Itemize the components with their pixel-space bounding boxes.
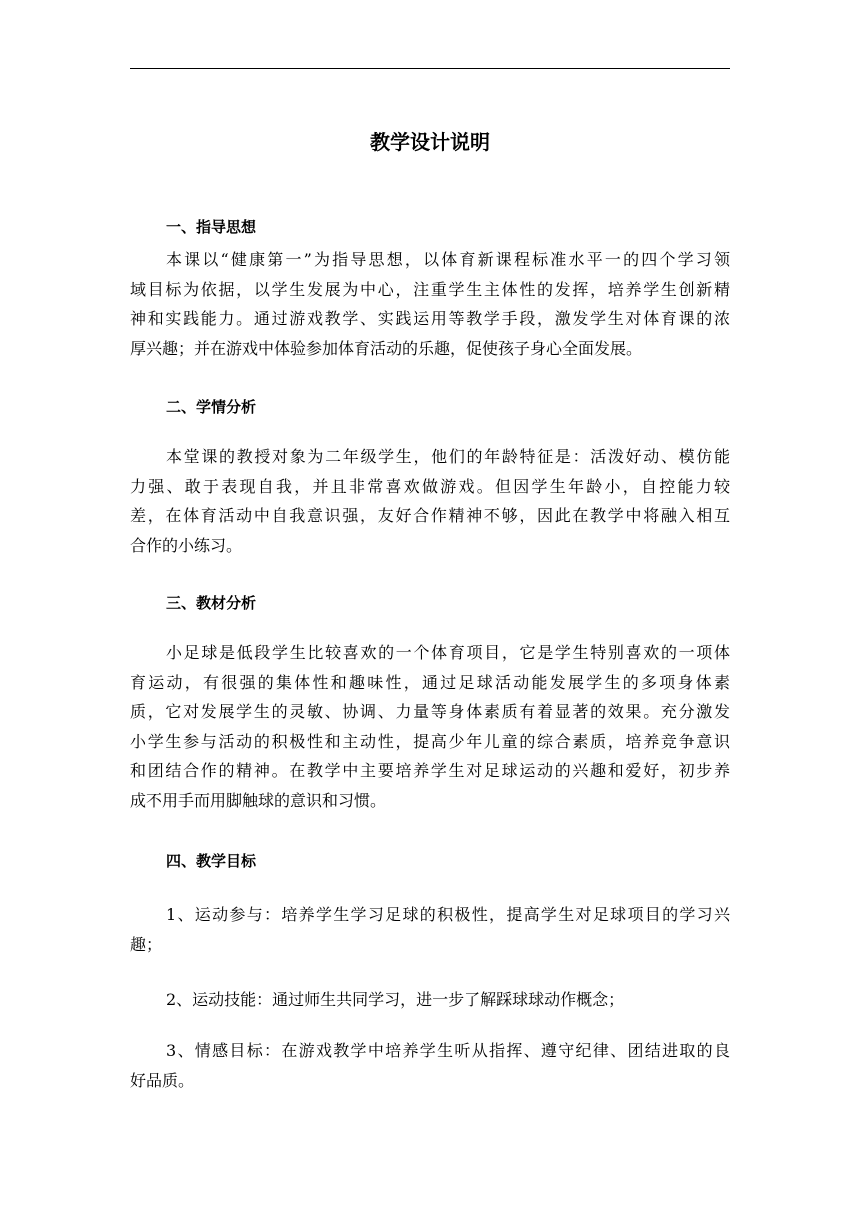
paragraph-line: 差，在体育活动中自我意识强，友好合作精神不够，因此在教学中将融入相互 <box>130 506 730 525</box>
paragraph-line: 小足球是低段学生比较喜欢的一个体育项目，它是学生特别喜欢的一项体 <box>166 643 730 662</box>
paragraph-line: 和团结合作的精神。在教学中主要培养学生对足球运动的兴趣和爱好，初步养 <box>130 761 730 780</box>
paragraph-line: 1、运动参与：培养学生学习足球的积极性，提高学生对足球项目的学习兴 <box>166 905 730 924</box>
paragraph-line: 3、情感目标：在游戏教学中培养学生听从指挥、遵守纪律、团结进取的良 <box>166 1041 730 1060</box>
paragraph-line: 小学生参与活动的积极性和主动性，提高少年儿童的综合素质，培养竞争意识 <box>130 731 730 751</box>
paragraph-line: 成不用手而用脚触球的意识和习惯。 <box>130 790 387 810</box>
goal-item-participation <box>130 900 730 959</box>
paragraph-line: 神和实践能力。通过游戏教学、实践运用等教学手段，激发学生对体育课的浓 <box>130 309 730 328</box>
section-heading-material-analysis: 三、教材分析 <box>166 594 257 612</box>
goal-item-emotion <box>130 1036 730 1095</box>
paragraph-line: 质，它对发展学生的灵敏、协调、力量等身体素质有着显著的效果。充分激发 <box>130 702 730 721</box>
paragraph-line: 2、运动技能：通过师生共同学习，进一步了解踩球球动作概念； <box>166 990 625 1009</box>
paragraph-learner-analysis <box>130 442 730 560</box>
section-heading-teaching-goals: 四、教学目标 <box>166 852 257 870</box>
paragraph-line: 育运动，有很强的集体性和趣味性，通过足球活动能发展学生的多项身体素 <box>130 672 730 692</box>
section-heading-learner-analysis: 二、学情分析 <box>166 398 257 416</box>
paragraph-line: 好品质。 <box>130 1070 195 1090</box>
header-rule <box>130 68 730 69</box>
paragraph-line: 本课以“健康第一”为指导思想，以体育新课程标准水平一的四个学习领 <box>166 250 730 269</box>
paragraph-line: 域目标为依据，以学生发展为中心，注重学生主体性的发挥，培养学生创新精 <box>130 279 730 299</box>
section-heading-guiding-idea: 一、指导思想 <box>166 218 257 236</box>
paragraph-line: 合作的小练习。 <box>130 535 243 555</box>
document-title: 教学设计说明 <box>370 130 490 154</box>
paragraph-line: 力强、敢于表现自我，并且非常喜欢做游戏。但因学生年龄小，自控能力较 <box>130 476 730 496</box>
paragraph-guiding-idea <box>130 245 730 363</box>
paragraph-line: 厚兴趣；并在游戏中体验参加体育活动的乐趣，促使孩子身心全面发展。 <box>130 338 643 358</box>
paragraph-material-analysis <box>130 638 730 815</box>
paragraph-line: 本堂课的教授对象为二年级学生，他们的年龄特征是：活泼好动、模仿能 <box>166 447 730 466</box>
goal-item-skills <box>130 985 730 1015</box>
paragraph-line: 趣； <box>130 934 163 954</box>
